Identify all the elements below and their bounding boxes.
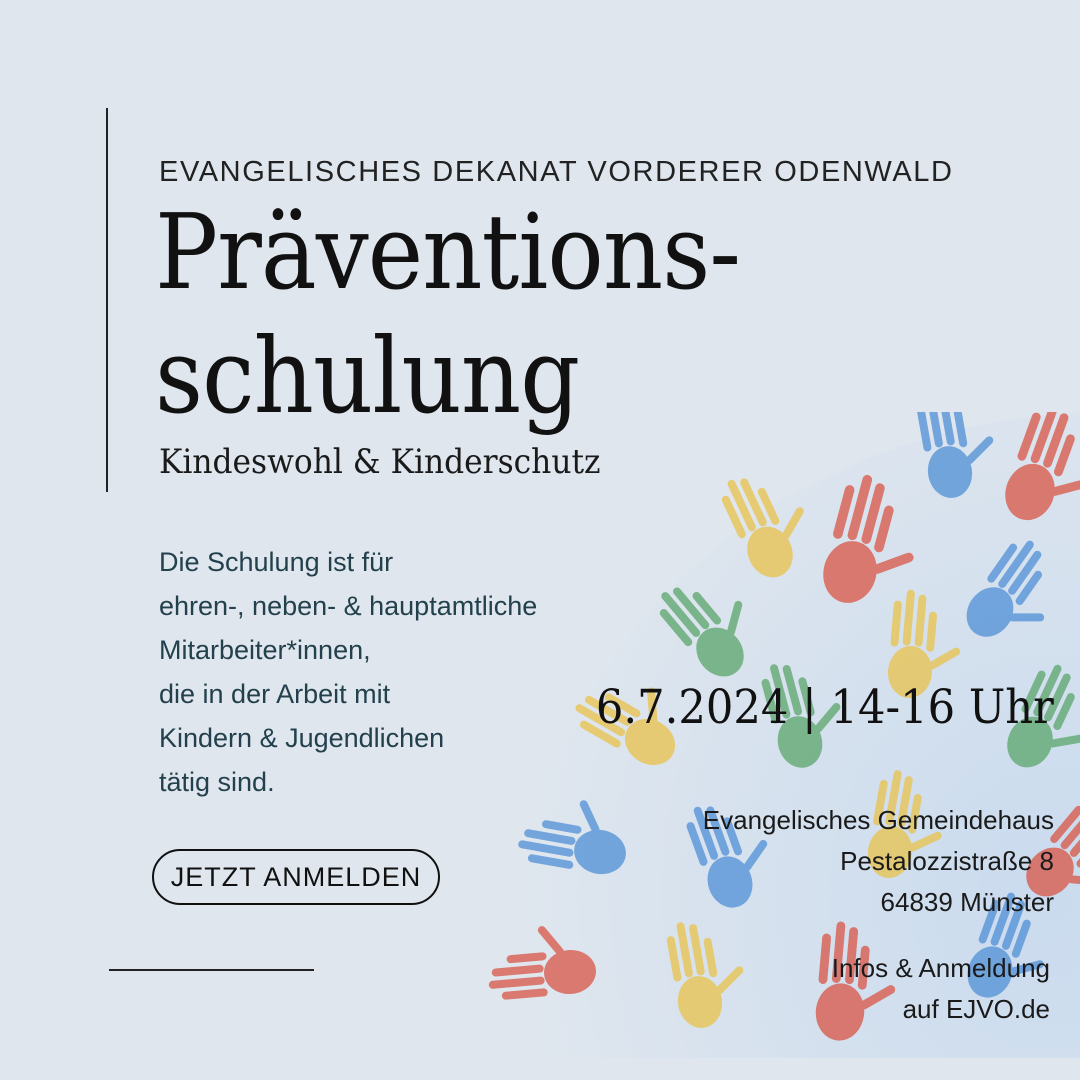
- venue-street: Pestalozzistraße 8: [840, 846, 1054, 876]
- vertical-accent-line: [106, 108, 108, 492]
- description-line: Die Schulung ist für: [159, 547, 394, 577]
- page-subtitle: Kindeswohl & Kinderschutz: [159, 442, 601, 482]
- organization-name: EVANGELISCHES DEKANAT VORDERER ODENWALD: [159, 156, 954, 188]
- title-line-1: Präventions-: [155, 191, 741, 313]
- venue-address: [703, 800, 1054, 923]
- description-line: Kindern & Jugendlichen: [159, 723, 445, 753]
- description: [159, 540, 537, 804]
- title-line-2: schulung: [155, 315, 580, 437]
- horizontal-accent-line: [109, 969, 314, 971]
- event-datetime: 6.7.2024 | 14-16 Uhr: [596, 680, 1054, 735]
- description-line: tätig sind.: [159, 767, 275, 797]
- info-line-2: auf EJVO.de: [902, 994, 1050, 1024]
- info-line-1: Infos & Anmeldung: [831, 953, 1050, 983]
- page-title: [155, 190, 740, 438]
- venue-name: Evangelisches Gemeindehaus: [702, 805, 1054, 835]
- register-button[interactable]: JETZT ANMELDEN: [152, 849, 440, 905]
- venue-city: 64839 Münster: [880, 887, 1054, 917]
- description-line: Mitarbeiter*innen,: [159, 635, 371, 665]
- info-registration: [832, 948, 1050, 1030]
- description-line: ehren-, neben- & hauptamtliche: [159, 591, 538, 621]
- description-line: die in der Arbeit mit: [159, 679, 391, 709]
